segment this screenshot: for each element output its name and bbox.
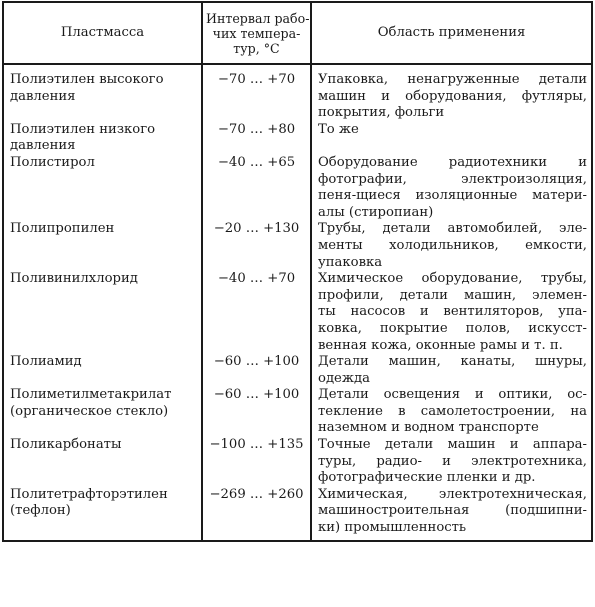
plastic-name-cell bbox=[3, 437, 202, 487]
plastic-name-line: Поликарбонаты bbox=[10, 437, 122, 453]
plastic-name-line: Поливинилхлорид bbox=[10, 271, 138, 287]
application-line: машин и оборудования, футляры, bbox=[318, 88, 587, 104]
plastic-name-cell bbox=[3, 64, 202, 122]
application-line: наземном и водном транспорте bbox=[318, 420, 539, 436]
application-line: упаковка bbox=[318, 254, 383, 270]
application-cell bbox=[311, 387, 592, 437]
header-application: Область применения bbox=[311, 2, 592, 64]
application-line: Детали машин, канаты, шнуры, bbox=[318, 354, 587, 370]
plastic-name-cell bbox=[3, 122, 202, 155]
table-row bbox=[3, 122, 592, 155]
plastic-name-line: Полиметилметакрилат bbox=[10, 387, 172, 403]
temperature-range-value: −40 … +70 bbox=[217, 271, 296, 287]
plastic-name-line: (тефлон) bbox=[10, 503, 71, 519]
plastic-name-line: Полиэтилен низкого bbox=[10, 121, 156, 137]
application-line: ты насосов и вентиляторов, упа- bbox=[318, 304, 587, 320]
table-row bbox=[3, 437, 592, 487]
temperature-range-cell bbox=[202, 487, 311, 541]
table-row bbox=[3, 64, 592, 122]
plastic-name-cell bbox=[3, 387, 202, 437]
plastic-name-line: Полиамид bbox=[10, 354, 82, 370]
application-cell bbox=[311, 271, 592, 354]
application-line: ки) промышленность bbox=[318, 520, 467, 536]
plastic-name-cell bbox=[3, 271, 202, 354]
application-line: Трубы, детали автомобилей, эле- bbox=[318, 221, 587, 237]
application-cell bbox=[311, 221, 592, 271]
table-row bbox=[3, 354, 592, 387]
plastic-name-line: давления bbox=[10, 138, 76, 154]
application-line: Химическая, электротехническая, bbox=[318, 486, 587, 502]
temperature-range-cell bbox=[202, 221, 311, 271]
application-cell bbox=[311, 487, 592, 541]
plastic-name-cell bbox=[3, 155, 202, 221]
application-line: ковка, покрытие полов, искусст- bbox=[318, 320, 587, 336]
application-line: Детали освещения и оптики, ос- bbox=[318, 387, 587, 403]
plastic-name-line: (органическое стекло) bbox=[10, 403, 169, 419]
temperature-range-cell bbox=[202, 271, 311, 354]
application-line: Оборудование радиотехники и bbox=[318, 154, 587, 170]
application-line: Упаковка, ненагруженные детали bbox=[318, 72, 587, 87]
header-temperature-range: Интервал рабо- чих темпера- тур, °С bbox=[202, 2, 311, 64]
application-line: пеня-щиеся изоляционные матери- bbox=[318, 188, 587, 204]
temperature-range-value: −70 … +80 bbox=[217, 121, 296, 137]
temperature-range-value: −100 … +135 bbox=[209, 437, 304, 453]
application-line: фотографии, электроизоляция, bbox=[318, 171, 587, 187]
application-line: профили, детали машин, элемен- bbox=[318, 287, 587, 303]
table-row bbox=[3, 387, 592, 437]
temperature-range-cell bbox=[202, 437, 311, 487]
temperature-range-cell bbox=[202, 155, 311, 221]
application-line: фотографические пленки и др. bbox=[318, 470, 536, 486]
application-line: менты холодильников, емкости, bbox=[318, 237, 587, 253]
temperature-range-value: −60 … +100 bbox=[213, 354, 300, 370]
application-line: То же bbox=[318, 121, 359, 137]
application-line: Химическое оборудование, трубы, bbox=[318, 271, 587, 287]
application-line: туры, радио- и электротехника, bbox=[318, 453, 587, 469]
plastics-table bbox=[2, 1, 593, 542]
application-cell bbox=[311, 354, 592, 387]
application-line: одежда bbox=[318, 370, 370, 386]
temperature-range-cell bbox=[202, 64, 311, 122]
table-row bbox=[3, 221, 592, 271]
plastic-name-cell bbox=[3, 221, 202, 271]
temperature-range-value: −20 … +130 bbox=[213, 221, 300, 237]
application-line: текление в самолетостроении, на bbox=[318, 403, 587, 419]
temperature-range-cell bbox=[202, 387, 311, 437]
application-cell bbox=[311, 64, 592, 122]
application-line: венная кожа, оконные рамы и т. п. bbox=[318, 337, 563, 353]
plastic-name-cell bbox=[3, 487, 202, 541]
plastic-name-line: Полипропилен bbox=[10, 221, 115, 237]
header-row bbox=[3, 2, 592, 64]
application-line: алы (стиропиан) bbox=[318, 204, 434, 220]
temperature-range-value: −269 … +260 bbox=[209, 486, 304, 502]
temperature-range-cell bbox=[202, 122, 311, 155]
temperature-range-value: −60 … +100 bbox=[213, 387, 300, 403]
table-row bbox=[3, 487, 592, 541]
plastic-name-line: Полиэтилен высокого bbox=[10, 72, 164, 87]
table-row bbox=[3, 271, 592, 354]
application-line: Точные детали машин и аппара- bbox=[318, 437, 587, 453]
temperature-range-value: −70 … +70 bbox=[217, 72, 296, 87]
application-line: машиностроительная (подшипни- bbox=[318, 503, 587, 519]
application-cell bbox=[311, 122, 592, 155]
plastic-name-cell bbox=[3, 354, 202, 387]
temperature-range-value: −40 … +65 bbox=[217, 154, 296, 170]
header-plastic: Пластмасса bbox=[3, 2, 202, 64]
table-header bbox=[3, 2, 592, 64]
temperature-range-cell bbox=[202, 354, 311, 387]
application-cell bbox=[311, 155, 592, 221]
plastic-name-line: Полистирол bbox=[10, 154, 95, 170]
plastic-name-line: давления bbox=[10, 88, 76, 104]
application-cell bbox=[311, 437, 592, 487]
application-line: покрытия, фольги bbox=[318, 105, 445, 121]
table-row bbox=[3, 155, 592, 221]
plastic-name-line: Политетрафторэтилен bbox=[10, 486, 168, 502]
table-body bbox=[3, 64, 592, 541]
